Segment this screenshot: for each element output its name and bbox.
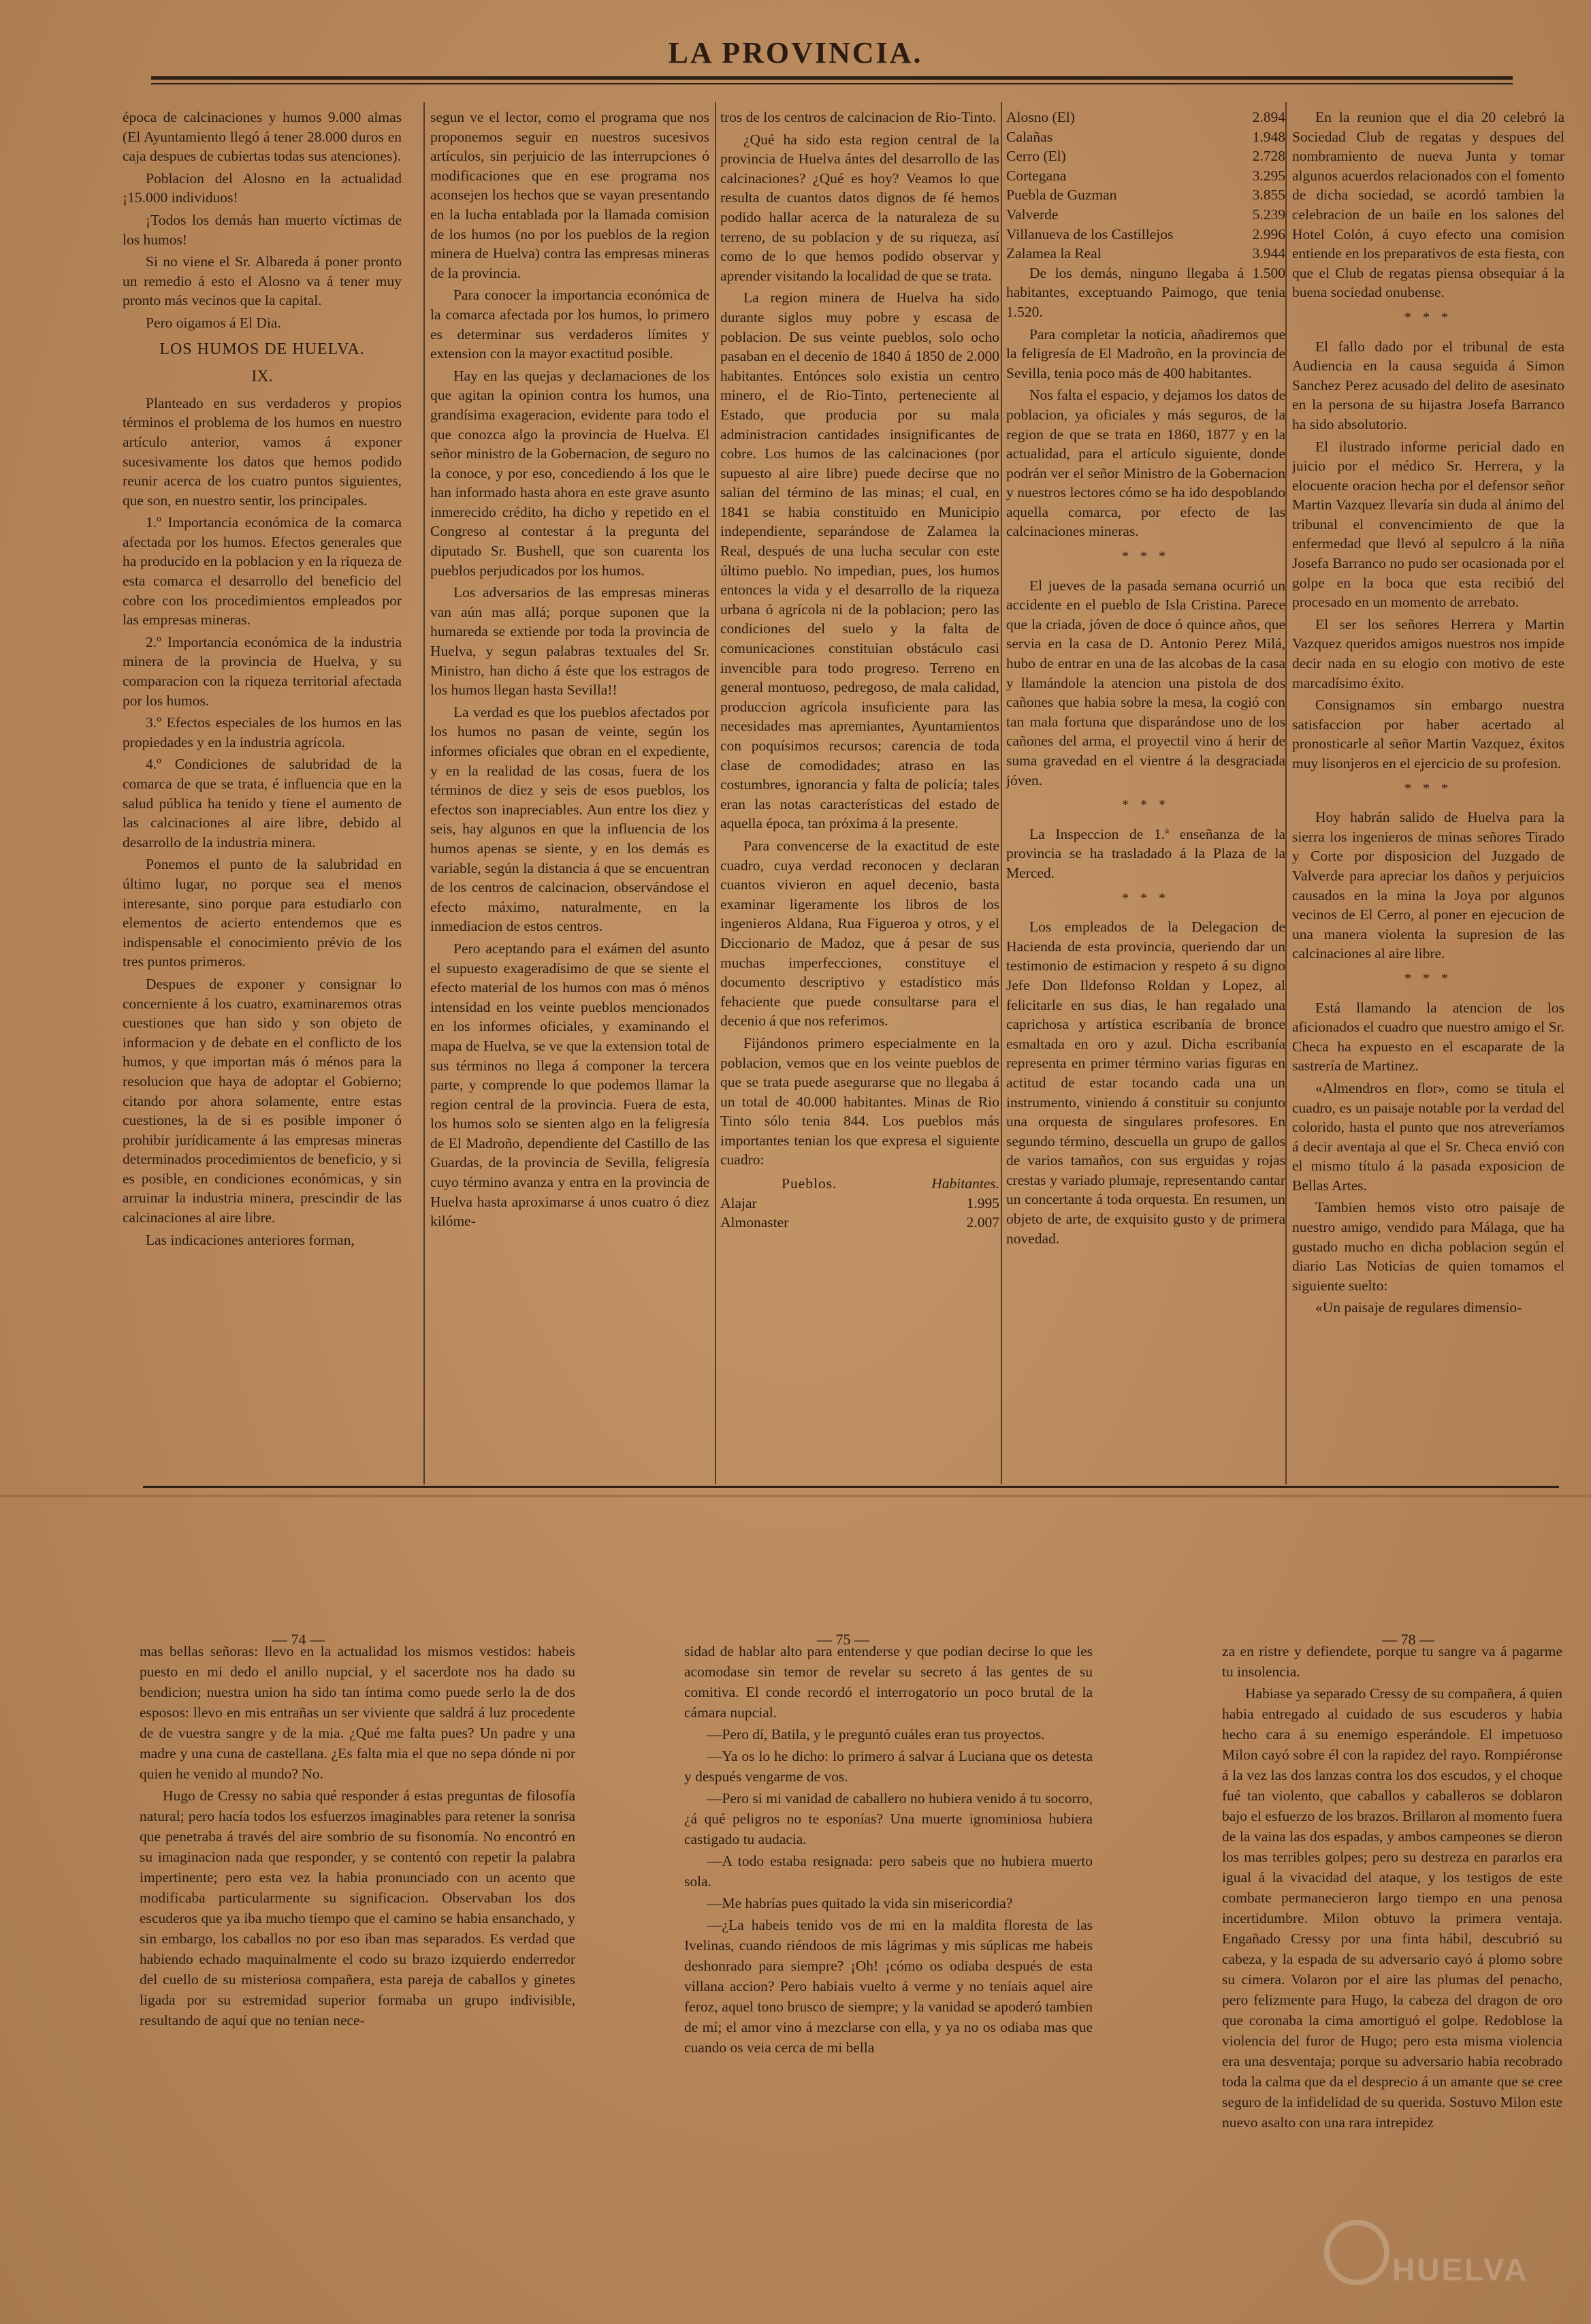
header-habitantes: Habitantes. xyxy=(931,1175,999,1192)
paragraph: segun ve el lector, como el programa que nos proponemos seguir en nuestros sucesivos artículos, sin perjuicio de las interrupciones ó modificaciones que en ese programa nos aconsejen los hechos que se vayan presentando en la lucha entablada por la llamada comision de los humos (no por los pueblos de la region minera de Huelva) contra las empresas mineras de la provincia. xyxy=(430,109,709,281)
paragraph: Está llamando la atencion de los aficionados el cuadro que nuestro amigo el Sr. Checa ha expuesto en el escaparate de la sastrería de Martinez. xyxy=(1292,999,1564,1075)
masthead: LA PROVINCIA. xyxy=(668,36,923,69)
row-value: 2.996 xyxy=(1252,225,1285,242)
column-5 xyxy=(1292,108,1564,1476)
paragraph: Nos falta el espacio, y dejamos los datos de poblacion, ya oficiales y más seguros, de la region de que se trata en 1860, 1877 y en la actualidad, para el artículo siguiente, donde podrán ver el señor Ministro de la Gobernacion y nuestros lectores cómo se ha ido despoblando aquella comarca, por efecto de las calcinaciones mineras. xyxy=(1006,387,1285,540)
row-value: 1.995 xyxy=(966,1194,999,1211)
column-4 xyxy=(1006,108,1285,1476)
folletin-column-2 xyxy=(684,1641,1093,2254)
column-separator xyxy=(1001,102,1002,1484)
paragraph: Fijándonos primero especialmente en la poblacion, vemos que en los veinte pueblos de que se trata puede asegurarse que no llegaba á un total de 40.000 habitantes. Minas de Rio Tinto sólo tenia 844. Los pueblos más importantes tenian los que expresa el siguiente cuadro: xyxy=(720,1034,999,1168)
paragraph: 4.º Condiciones de salubridad de la comarca de que se trata, é influencia que en la salud pública ha tenido y tiene el aumento de las calcinaciones al aire libre, debido al desarrollo de la industria minera. xyxy=(123,756,402,850)
table-row xyxy=(1006,185,1285,205)
section-divider: * * * xyxy=(1404,309,1452,325)
column-1 xyxy=(123,108,402,1476)
paragraph: sidad de hablar alto para entenderse y que podian decirse lo que les acomodase sin temor de revelar su secreto á las gentes de su comitiva. El conde recordó el interrogatorio un poco brutal de la cámara nupcial. xyxy=(684,1643,1093,1721)
table-row xyxy=(1006,244,1285,264)
population-table xyxy=(720,1174,999,1232)
table-row xyxy=(720,1213,999,1232)
section-divider: * * * xyxy=(1404,970,1452,986)
row-name: Calañas xyxy=(1006,128,1053,145)
row-name: Cerro (El) xyxy=(1006,148,1066,165)
paragraph: 1.º Importancia económica de la comarca afectada por los humos. Efectos generales que ha producido en la poblacion y en la riqueza de esta comarca el desarrollo del beneficio del cobre con los procedimientos empleados por las empresas mineras. xyxy=(123,514,402,628)
row-name: Cortegana xyxy=(1006,167,1067,184)
paragraph: za en ristre y defiendete, porque tu sangre va á pagarme tu insolencia. xyxy=(1222,1643,1562,1680)
paragraph: tros de los centros de calcinacion de Rio-Tinto. xyxy=(720,109,997,125)
paragraph: época de calcinaciones y humos 9.000 almas (El Ayuntamiento llegó á tener 28.000 duros en caja despues de cubiertas todas sus atenciones). xyxy=(123,109,402,165)
section-divider: * * * xyxy=(1122,797,1170,813)
table-row xyxy=(1006,108,1285,127)
row-value: 3.295 xyxy=(1252,167,1285,184)
folletin-column-1 xyxy=(140,1641,575,2254)
column-2 xyxy=(430,108,709,1476)
column-separator xyxy=(1285,102,1287,1484)
paragraph: De los demás, ninguno llegaba á 1.500 habitantes, exceptuando Paimogo, que tenia 1.520. xyxy=(1006,264,1285,320)
paragraph: —¿La habeis tenido vos de mi en la maldita floresta de las Ivelinas, cuando riéndoos de mis lágrimas y mis súplicas me habeis deshonrado para siempre? ¡Oh! ¡cómo os odiaba después de esta villana accion? Pero habiais vuelto á verme y no teníais aquel aire feroz, aquel tono brusco de siempre; y la vanidad se apoderó tambien de mí; el amor vino á mezclarse con ella, y ya no os odiaba mas que cuando os veia cerca de mi bella xyxy=(684,1917,1093,2056)
paragraph: Para completar la noticia, añadiremos que la feligresía de El Madroño, en la provincia de Sevilla, tenia poco más de 400 habitantes. xyxy=(1006,325,1285,381)
paragraph: Hay en las quejas y declamaciones de los que agitan la opinion contra los humos, una grandísima exageracion, evidente para todo el que conozca algo la provincia de Huelva. El señor ministro de la Gobernacion, de seguro no la conoce, y por eso, concediendo á los que le han informado hasta ahora en este grave asunto inmerecido crédito, ha dicho y repetido en el Congreso al contestar á la pregunta del diputado Sr. Bushell, que son cuarenta los pueblos perjudicados por los humos. xyxy=(430,367,709,579)
paragraph: Los adversarios de las empresas mineras van aún mas allá; porque suponen que la humareda se extiende por toda la provincia de Huelva, y segun palabras textuales del Sr. Ministro, han dicho á éste que los estragos de los humos llegan hasta Sevilla!! xyxy=(430,584,709,699)
stamp-logo-icon xyxy=(1324,2220,1389,2285)
paragraph: Pero aceptando para el exámen del asunto el supuesto exageradísimo de que se siente el efecto material de los humos con mas ó ménos intensidad en los veinte pueblos mencionados en los informes oficiales, y examinando el mapa de Huelva, se ve que la extension total de sus términos no llega á componer la tercera parte, y comprende lo que podemos llamar la region central de la provincia. Fuera de esta, los humos solo se sienten algo en la feligresía de El Madroño, dependiente del Castillo de las Guardas, de la provincia de Sevilla, feligresía cuyo término avanza y entra en la provincia de Huelva hasta aproximarse á unos cuatro ó diez kilóme- xyxy=(430,940,709,1230)
column-separator xyxy=(423,102,425,1484)
section-divider: * * * xyxy=(1122,549,1170,564)
paragraph: —Pero si mi vanidad de caballero no hubiera venido á tu socorro, ¿á qué peligros no te esponías? Una muerte ignominiosa hubiera castigado tu audacia. xyxy=(684,1790,1093,1847)
paragraph: Para conocer la importancia económica de la comarca afectada por los humos, lo primero es determinar sus verdaderos límites y extension con la mayor exactitud posible. xyxy=(430,287,709,362)
table-row xyxy=(720,1194,999,1213)
row-value: 3.855 xyxy=(1252,187,1285,204)
paragraph: «Almendros en flor», como se titula el cuadro, es un paisaje notable por la verdad del colorido, hasta el punto que nos atreveríamos á decir aventaja al que el Sr. Checa envió con el mismo título á la pasada exposicion de Bellas Artes. xyxy=(1292,1079,1564,1194)
paragraph: Hoy habrán salido de Huelva para la sierra los ingenieros de minas señores Tirado y Corte por disposicion del Juzgado de Valverde para apreciar los daños y perjuicios causados en la mina la Joya por algunos vecinos de El Cerro, al poner en ejecucion de una manera violenta la supresion de las calcinaciones al aire libre. xyxy=(1292,809,1564,962)
paragraph: Poblacion del Alosno en la actualidad ¡15.000 individuos! xyxy=(123,170,402,206)
library-stamp xyxy=(1317,2213,1562,2302)
paragraph: —Pero dí, Batila, y le preguntó cuáles eran tus proyectos. xyxy=(707,1726,1045,1742)
folletin-column-3 xyxy=(1222,1641,1562,2254)
article-number: IX. xyxy=(251,368,273,386)
row-name: Almonaster xyxy=(720,1214,789,1231)
paragraph: En la reunion que el dia 20 celebró la Sociedad Club de regatas y despues del nombramiento de nueva Junta y tomar algunos acuerdos relacionados con el fomento de dicha sociedad, se acordó tambien la celebracion de un baile en los salones del Hotel Colón, á cuyo efecto una comision entiende en los preparativos de esta fiesta, con que el Club de regatas piensa obsequiar á la buena sociedad onubense. xyxy=(1292,109,1564,301)
paragraph: 2.º Importancia económica de la industria minera de la provincia de Huelva, y su comparacion con la riqueza territorial afectada por los humos. xyxy=(123,633,402,709)
paragraph: ¿Qué ha sido esta region central de la provincia de Huelva ántes del desarrollo de las calcinaciones? ¿Qué es hoy? Veamos lo que resulta de cuantos datos dignos de fé hemos podido hallar acerca de la naturaleza de su terreno, de su poblacion y de su riqueza, así como de lo que hemos podido observar y aprender visitando la localidad de que se trata. xyxy=(720,131,999,284)
paragraph: Consignamos sin embargo nuestra satisfaccion por haber acertado al pronosticarle al señor Martin Vazquez, éxitos muy lisonjeros en el ejercicio de su profesion. xyxy=(1292,697,1564,771)
table-row xyxy=(1006,225,1285,244)
paragraph: El ser los señores Herrera y Martin Vazquez queridos amigos nuestros nos impide decir nada en su elogio con motivo de este marcadísimo éxito. xyxy=(1292,616,1564,691)
paragraph: El ilustrado informe pericial dado en juicio por el médico Sr. Herrera, y la elocuente oracion hecha por el defensor señor Martin Vazquez llevaría sin duda al ánimo del tribunal el convencimiento de que la enfermedad que llevó al sepulcro á la niña Josefa Barranco no pudo ser ocasionada por el golpe en la boca que esta recibió del procesado en un momento de arrebato. xyxy=(1292,438,1564,611)
paragraph: ¡Todos los demás han muerto víctimas de los humos! xyxy=(123,211,402,248)
table-row xyxy=(1006,205,1285,225)
paragraph: La region minera de Huelva ha sido durante siglos muy pobre y escasa de poblacion. De sus veinte pueblos, solo ocho pasaban en el decenio de 1840 á 1850 de 2.000 habitantes. Entónces solo existia un centro minero, el de Rio-Tinto, perteneciente al Estado, que producia por su mala administracion cantidades insignificantes de cobre. Los humos de las calcinaciones (por supuesto al aire libre) puede decirse que no salian del término de las minas; el cual, en 1841 se habia constituido en Municipio independiente, separándose de Zalamea la Real, después de una lucha secular con este último pueblo. No impedian, pues, los humos entonces la vida y el desarrollo de la riqueza urbana ó agrícola ni de la poblacion; pero las condiciones del suelo y la falta de comunicaciones constituian obstáculo casi invencible para todo progreso. Terreno en general montuoso, pedregoso, de mala calidad, produccion agrícola insuficiente para las necesidades mas apremiantes, Ayuntamientos con poquísimos recursos; carencia de toda clase de comodidades; atraso en las costumbres, ignorancia y falta de policía; tales eran las notas características del estado de aquella época, tan próxima á la presente. xyxy=(720,289,999,832)
paragraph: mas bellas señoras: llevo en la actualidad los mismos vestidos: habeis puesto en mi dedo el anillo nupcial, y el sacerdote nos ha dado su bendicion; nuestra union ha sido tan íntima como puede serlo la de dos esposos: llevo en mis entrañas un ser viviente que saldrá á luz procedente de de vuestra sangre y de la mia. ¿Qué me falta pues? Un padre y una madre y una cuna de castellana. ¿Es falta mia el que no sepa dónde ni por quien he venido al mundo? No. xyxy=(140,1643,575,1782)
paragraph: Despues de exponer y consignar lo concerniente á los cuatro, examinaremos otras cuestiones que han sido y son objeto de informacion y de debate en el conflicto de los humos, y que importan más ó ménos para la resolucion que haya de adoptar el Gobierno; citando por ahora solamente, entre estas cuestiones, la de si es posible imponer ó prohibir jurídicamente á las empresas mineras determinados procedimientos de beneficio, y si es posible, en condiciones económicas, y sin arruinar la industria minera, prescindir de las calcinaciones al aire libre. xyxy=(123,975,402,1226)
header-pueblos: Pueblos. xyxy=(782,1175,837,1192)
row-name: Zalamea la Real xyxy=(1006,245,1102,262)
masthead-rule xyxy=(151,76,1513,80)
row-value: 2.894 xyxy=(1252,109,1285,125)
paragraph: Hugo de Cressy no sabia qué responder á estas preguntas de filosofía natural; pero hacía todos los esfuerzos imaginables para retener la sonrisa que penetraba á través del aire sombrio de su fisonomía. No encontró en su imaginacion nada que responder, y se contentó con repetir la palabra impertinente; pero esta vez la habia pronunciado con un acento que modificaba particularmente su significacion. Observaban los dos escuderos que ya iba mucho tiempo que el camino se habia ensanchado, y sin embargo, los caballos no por eso iban mas separados. Es verdad que habiendo echado maquinalmente el codo su brazo izquierdo enderredor del cuello de su misteriosa compañera, esta pareja de caballos y ginetes ligada por su estremidad superior formaba un grupo indivisible, resultando de aquí que no tenian nece- xyxy=(140,1787,575,2028)
row-name: Puebla de Guzman xyxy=(1006,187,1117,204)
table-row xyxy=(1006,127,1285,147)
row-value: 1.948 xyxy=(1252,128,1285,145)
paragraph: El jueves de la pasada semana ocurrió un accidente en el pueblo de Isla Cristina. Parece que la criada, jóven de doce ó quince años, que servia en la casa de D. Antonio Perez Milá, hubo de entrar en una de las alcobas de la casa y llamándole la atencion una pistola de dos cañones que habia sobre la mesa, la cogió con tan mala fortuna que disparándose uno de los cañones del arma, el proyectil vino á herir de suma gravedad en el vientre á la desgraciada jóven. xyxy=(1006,577,1285,789)
table-header xyxy=(720,1174,999,1194)
paragraph: Ponemos el punto de la salubridad en último lugar, no porque sea el menos interesante, sino porque para estudiarlo con elementos de acierto entendemos que es indispensable el conocimiento prévio de los tres puntos primeros. xyxy=(123,856,402,970)
article-heading: LOS HUMOS DE HUELVA. xyxy=(159,340,365,358)
paragraph: 3.º Efectos especiales de los humos en las propiedades y en la industria agrícola. xyxy=(123,714,402,750)
row-name: Villanueva de los Castillejos xyxy=(1006,225,1174,242)
paragraph: Para convencerse de la exactitud de este cuadro, cuya verdad reconocen y declaran cuantos vivieron en aquel decenio, basta examinar ligeramente los libros de los ingenieros Aldana, Rua Figueroa y otros, y el Diccionario de Madoz, que á pesar de sus muchas imperfecciones, constituye el documento descriptivo y estadístico más fehaciente que puede consultarse para el decenio á que nos referimos. xyxy=(720,837,999,1030)
paragraph: El fallo dado por el tribunal de esta Audiencia en la causa seguida á Simon Sanchez Perez acusado del delito de asesinato en la persona de su hijastra Josefa Barranco ha sido absolutorio. xyxy=(1292,338,1564,432)
column-3 xyxy=(720,108,999,1476)
fold-line xyxy=(0,1495,1591,1497)
paragraph: —A todo estaba resignada: pero sabeis que no hubiera muerto sola. xyxy=(684,1853,1093,1890)
row-name: Valverde xyxy=(1006,206,1059,223)
row-value: 5.239 xyxy=(1252,206,1285,223)
paragraph: Las indicaciones anteriores forman, xyxy=(146,1231,355,1248)
row-name: Alosno (El) xyxy=(1006,109,1075,125)
paragraph: «Un paisaje de regulares dimensio- xyxy=(1315,1299,1522,1316)
table-row xyxy=(1006,166,1285,186)
paragraph: Los empleados de la Delegacion de Hacienda de esta provincia, queriendo dar un testimonio de estimacion y respeto á su digno Jefe Don Ildefonso Roldan y Lopez, al felicitarle en sus dias, le han regalado una caprichosa y artística escribanía de bronce esmaltada en oro y azul. Dicha escribanía representa en primer término varias figuras en actitud de estar tocando cada una un instrumento, viniendo á constituir su conjunto una orquesta de singulares profesores. En segundo término, descuella un grupo de gallos de varios tamaños, con sus erguidas y rojas crestas y variado plumaje, representando cantar un concertante á toda orquesta. En resumen, un objeto de arte, de exquisito gusto y de primera novedad. xyxy=(1006,919,1285,1247)
stamp-text: HUELVA xyxy=(1392,2252,1529,2287)
row-value: 3.944 xyxy=(1252,245,1285,262)
paragraph: Si no viene el Sr. Albareda á poner pronto un remedio á esto el Alosno va á tener muy pronto más vecinos que la capital. xyxy=(123,253,402,309)
paragraph: —Me habrías pues quitado la vida sin misericordia? xyxy=(707,1895,1013,1911)
paragraph: —Ya os lo he dicho: lo primero á salvar á Luciana que os detesta y después vengarme de vos. xyxy=(684,1748,1093,1785)
row-name: Alajar xyxy=(720,1194,757,1211)
population-table-continued xyxy=(1006,108,1285,264)
section-divider: * * * xyxy=(1404,780,1452,796)
row-value: 2.728 xyxy=(1252,148,1285,165)
masthead-rule-thin xyxy=(151,83,1513,84)
page-number-78: — 78 — xyxy=(1382,1631,1434,1648)
paragraph: Tambien hemos visto otro paisaje de nuestro amigo, vendido para Málaga, que ha gustado mucho en dicha poblacion según el diario Las Noticias de quien tomamos el siguiente suelto: xyxy=(1292,1199,1564,1294)
section-divider: * * * xyxy=(1122,890,1170,906)
paragraph: La Inspeccion de 1.ª enseñanza de la provincia se ha trasladado á la Plaza de la Merced. xyxy=(1006,825,1285,881)
paragraph: La verdad es que los pueblos afectados por los humos no pasan de veinte, según los informes oficiales que obran en el expediente, y en la realidad de las cosas, fuera de los términos de diez y seis de esos pueblos, los efectos son inapreciables. Aun entre los diez y seis, hay algunos en que la influencia de los humos apenas se siente, y en los demás es variable, según la distancia á que se encuentran de los centros de calcinacion, observándose el efecto máximo, naturalmente, en la inmediacion de estos centros. xyxy=(430,703,709,935)
row-value: 2.007 xyxy=(966,1214,999,1231)
bottom-rule xyxy=(143,1486,1559,1488)
paragraph: Planteado en sus verdaderos y propios términos el problema de los humos en nuestro artículo anterior, vamos á exponer sucesivamente los datos que hemos podido reunir acerca de los cuatro puntos siguientes, que son, en nuestro sentir, los principales. xyxy=(123,394,402,509)
paragraph: Pero oigamos á El Dia. xyxy=(146,314,281,331)
page-number-75: — 75 — xyxy=(817,1631,869,1648)
page-number-74: — 74 — xyxy=(272,1631,325,1648)
table-row xyxy=(1006,146,1285,166)
paragraph: Habiase ya separado Cressy de su compañera, á quien habia entregado al cuidado de sus escuderos y habia hecho cara á su enemigo esperándole. El impetuoso Milon cayó sobre él con la rapidez del rayo. Rompiéronse á la vez las dos lanzas contra los dos escudos, y el choque fué tan violento, que caballos y caballeros se doblaron bajo el esfuerzo de los brazos. Brillaron al momento fuera de la vaina las dos espadas, y ambos campeones se dieron los mas terribles golpes; pero su destreza en pararlos era igual á la vivacidad del ataque, y los testigos de este combate permanecieron largo tiempo en una penosa incertidumbre. Milon obtuvo la primera ventaja. Engañado Cressy por una finta hábil, descubrió su cabeza, y la espada de su adversario cayó á plomo sobre su cimera. Volaron por el aire las plumas del penacho, pero felizmente para Hugo, la cabeza del dragon de oro que coronaba la cima amortiguó el golpe. Redoblose la violencia del furor de Hugo; pero esta misma violencia era una desventaja; porque su adversario habia recobrado toda la calma que da el desprecio á un amante que se cree seguro de la infidelidad de su querida. Sostuvo Milon este nuevo asalto con una rara intrepidez xyxy=(1222,1685,1562,2131)
column-separator xyxy=(715,102,716,1484)
